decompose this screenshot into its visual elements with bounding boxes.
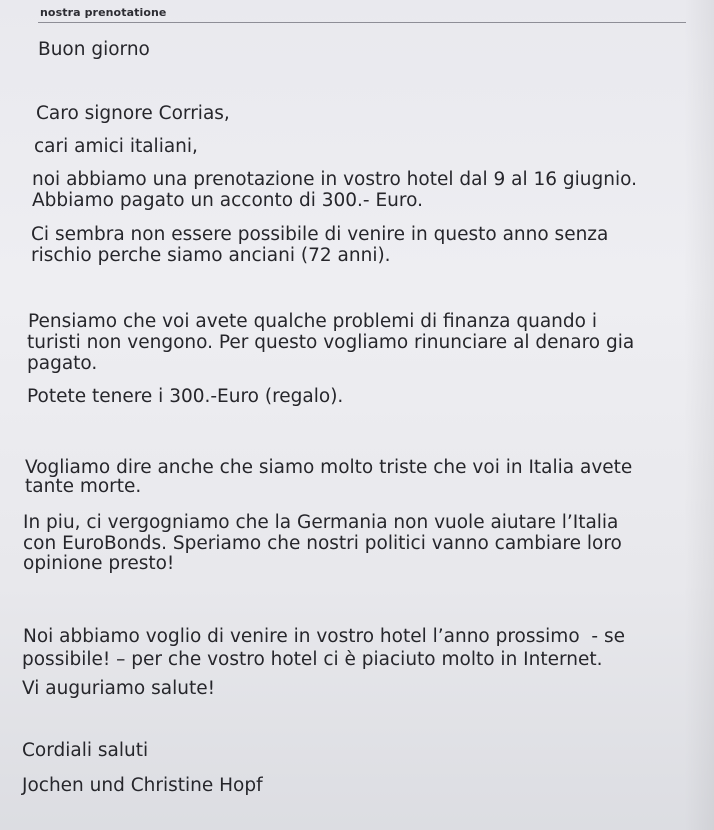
paragraph-next-year-line-1: Noi abbiamo voglio di venire in vostro hotel l’anno prossimo - se <box>23 626 625 647</box>
paragraph-finance-line-3: pagato. <box>27 353 98 374</box>
paragraph-eurobonds-line-1: In piu, ci vergogniamo che la Germania non vuole aiutare l’Italia <box>23 512 619 533</box>
paragraph-sympathy-line-2: tante morte. <box>25 476 142 497</box>
paragraph-eurobonds-line-3: opinione presto! <box>23 553 175 574</box>
paragraph-booking-line-1: noi abbiamo una prenotazione in vostro hotel dal 9 al 16 giugnio. <box>32 169 637 190</box>
header-title: nostra prenotatione <box>40 6 167 19</box>
paragraph-finance-line-1: Pensiamo che voi avete qualche problemi di finanza quando i <box>28 311 597 332</box>
paragraph-booking-line-2: Abbiamo pagato un acconto di 300.- Euro. <box>32 190 423 211</box>
paragraph-next-year-line-2: possibile! – per che vostro hotel ci è piaciuto molto in Internet. <box>22 649 603 670</box>
salutation-line-2: cari amici italiani, <box>34 136 198 157</box>
paragraph-wishes: Vi auguriamo salute! <box>22 678 215 699</box>
paragraph-finance-line-2: turisti non vengono. Per questo vogliamo rinunciare al denaro gia <box>27 332 635 353</box>
paragraph-eurobonds-line-2: con EuroBonds. Speriamo che nostri politici vanno cambiare loro <box>23 533 622 554</box>
header-divider <box>38 22 686 23</box>
greeting: Buon giorno <box>38 39 150 60</box>
paragraph-sympathy-line-1: Vogliamo dire anche che siamo molto triste che voi in Italia avete <box>25 457 633 478</box>
salutation-line-1: Caro signore Corrias, <box>36 103 230 124</box>
signature: Jochen und Christine Hopf <box>22 775 263 796</box>
closing: Cordiali saluti <box>22 740 149 761</box>
paragraph-risk-line-2: rischio perche siamo anciani (72 anni). <box>31 245 391 266</box>
page-shadow <box>684 0 714 830</box>
paragraph-risk-line-1: Ci sembra non essere possibile di venire in questo anno senza <box>31 224 609 245</box>
paragraph-gift: Potete tenere i 300.-Euro (regalo). <box>27 386 344 407</box>
